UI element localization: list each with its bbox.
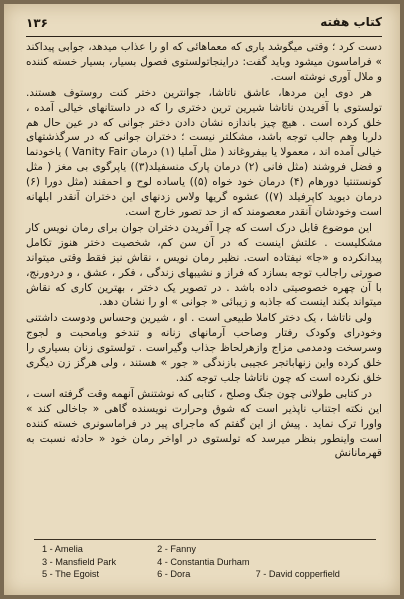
body-text xyxy=(26,40,382,462)
paragraph: ولی ناتاشا ، یک دختر کاملا طبیعی است . او ، شیرین وحساس ودوست داشتنی وخودرای وکودک رفتار وصاحب آرمانهای زنانه و تندخو وبامحبت و لجوج وسرسخت ودمدمی مزاج وازهرلحاظ جذاب وگیراست . تولستوی زنان بسیاری را خلق کرده واین زنهاباتجر عجیبی بازندگی « جور » هستند ، ولی هرگز زن دیگری خلق نکرده است که چون ناتاشا جلب توجه کند. xyxy=(26,312,382,384)
footnote-divider xyxy=(34,539,376,540)
page-number: ۱۳۶ xyxy=(26,16,48,30)
book-page xyxy=(4,4,400,595)
footnote: 1 - Amelia xyxy=(42,544,83,554)
footnote-spacer xyxy=(256,556,372,569)
footnote: 2 - Fanny xyxy=(157,544,196,554)
page-header xyxy=(26,14,382,37)
footnote: 6 - Dora xyxy=(157,569,191,579)
footnote-list xyxy=(42,543,372,581)
footnote: 3 - Mansfield Park xyxy=(42,556,117,567)
footnote-spacer xyxy=(256,543,372,556)
footnote: 7 - David copperfield xyxy=(255,569,340,579)
running-title: کتاب هفته xyxy=(320,15,382,29)
footnotes xyxy=(34,539,376,577)
paragraph: دست کرد ؛ وقتی میگوشد باری که معماهائی که او را عذاب میدهد، جوابی پیداکند » فراماسون میشود وباید گفت: دراینجاتولستوی فصول بسیار، بسیار خسته کننده و ملال آوری نوشته است. xyxy=(26,41,382,83)
paragraph: این موضوع قابل درک است که چرا آفریدن دختران جوان برای رمان نویس کار مشکلیست . علتش اینست که در آن سن کم، شخصیت دختر هنوز تکامل پیدانکرده و «جا» نیفتاده است. نظیر رمان نویس ، نقاش نیز فقط وقتی میتواند صورتی راجالب توجه بسازد که فراز و نشیبهای زندگی ، فکر ، عشق ، و دردورنج، با آن چهره خصوصیتی داده باشد . در تصویر یک دختر ، بهترین کاری که نقاش میتواند بکند اینست که جاذبه و زیبائی « جوانی » او را نشان دهد. xyxy=(26,221,382,309)
footnote: 4 - Constantia Durham xyxy=(157,556,250,567)
paragraph: در کتابی طولانی چون جنگ وصلح ، کتابی که نوشتنش آنهمه وقت گرفته است ، این نکته اجتناب ناپذیر است که شوق وحرارت نویسنده گاهی « جاخالی کند » واورا ترک نماید . پیش از این گفتم که ماجرای پیر در فراماسونری خسته کننده است واینطور بنظر میرسد که تولستوی در اواخر رمان خود « حادثه نسبت به قهرمانانش xyxy=(26,387,382,460)
paragraph: هر دوی این مردها، عاشق ناتاشا، جوانترین دختر کنت روستوف هستند. تولستوی با آفریدن ناتاشا شیرین ترین دختری را که در داستانهای خیالی آمده ، خلق کرده است . هیچ چیز باندازه نشان دادن دختر جوانی که در عین حال هم دلربا وهم جالب توجه باشد، مشکلتر نیست ؛ دختران جوانی که در سرگذشتهای خیالی آمده اند ، معمولا یا بیفروغاند ( مثل آملیا (۱) درمان Vanity Fair ) یاخودنما و فضل فروشند (مثل فانی (۲) درمان پارک منسفیلد(۳)) یاپرگوی بی مغز ( مثل کونستنتیا دورهام (۴) درمان خود خواه (۵)) یاساده لوح و احمقند (مثل دورا (۶) درمان دیوید کاپرفیلد (۷)) عشوه گریها ولاس زدنهای این دختران آنقدر ابلهانه است وخودشان آنقدر معصومند که از حد تصور خارج است. xyxy=(26,86,383,218)
footnote: 5 - The Egoist xyxy=(42,569,100,579)
